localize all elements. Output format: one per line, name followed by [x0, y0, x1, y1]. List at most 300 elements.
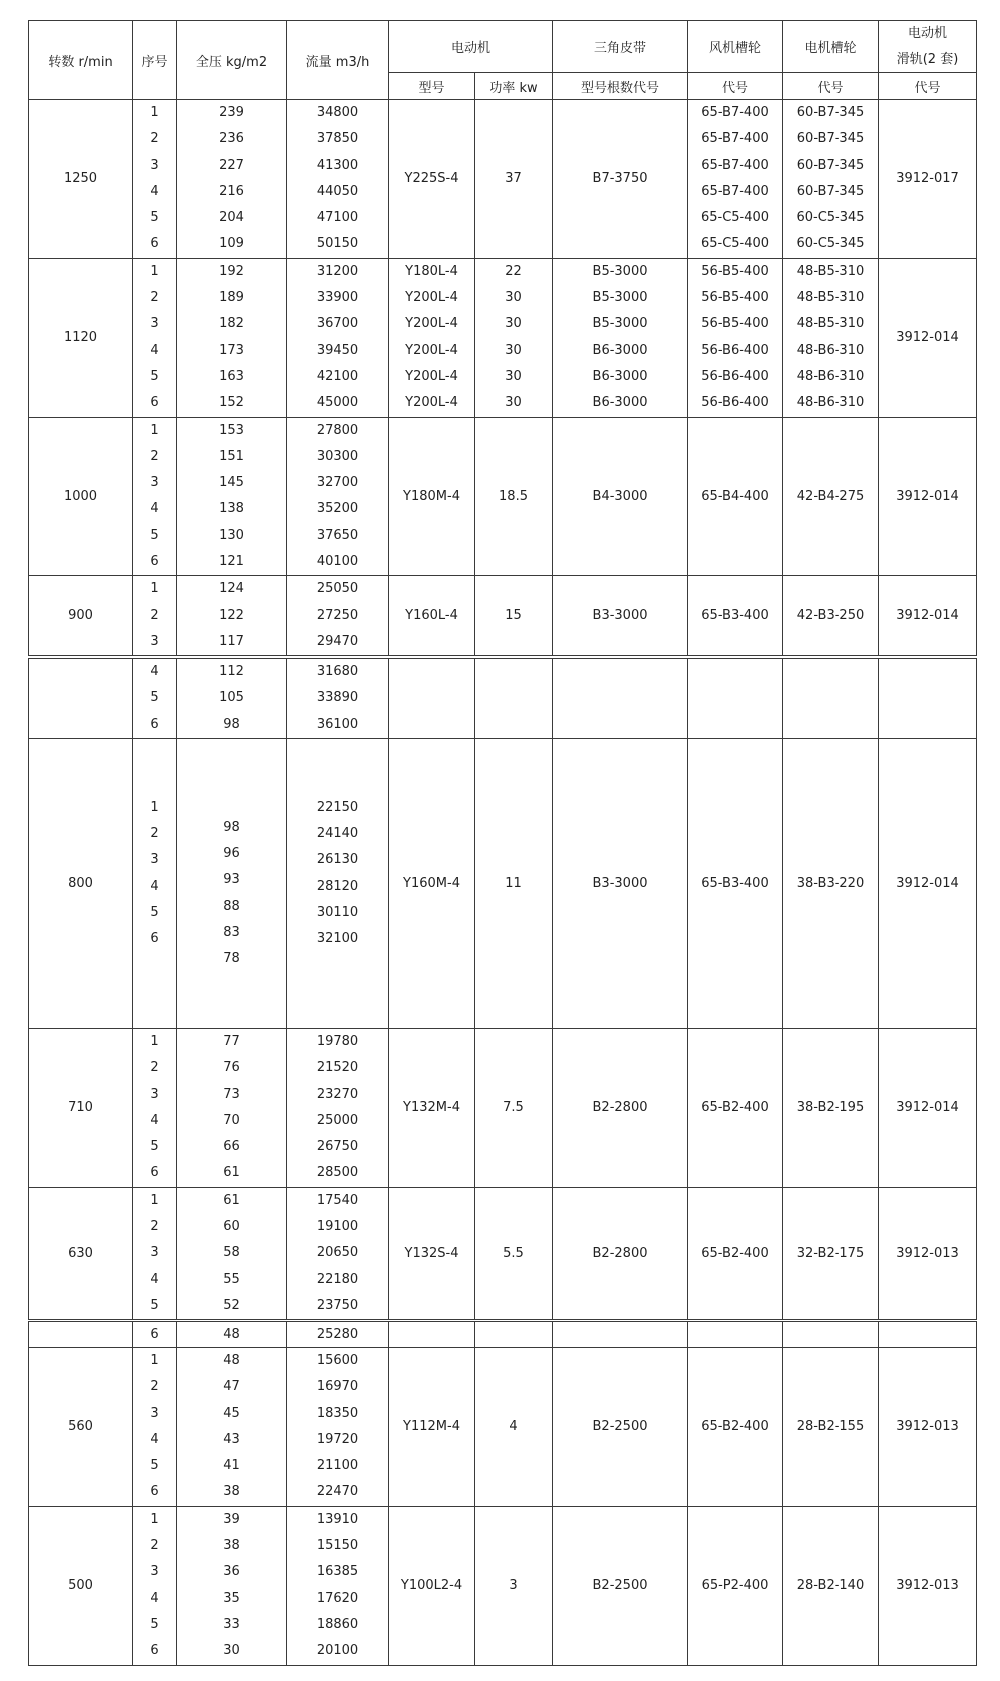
pressure-value: 204	[219, 210, 244, 226]
power-cell: 18.5	[475, 417, 553, 576]
pressure-value: 117	[219, 633, 244, 649]
belt-cell: B3-3000	[553, 739, 688, 1029]
flow-value: 25050	[316, 581, 359, 597]
motor-pulley-cell	[783, 1322, 879, 1348]
section-1120	[29, 258, 977, 417]
flow-value: 27250	[316, 607, 359, 623]
section-500	[29, 1506, 977, 1665]
pressure-list	[177, 1348, 286, 1506]
motor-model-cell: Y180M-4	[389, 417, 475, 576]
seq-value: 3	[150, 852, 159, 868]
motor-pulley-list	[783, 100, 878, 258]
flow-value: 24140	[316, 825, 359, 841]
flow-value: 29470	[316, 633, 359, 649]
pressure-value: 30	[223, 1643, 240, 1659]
pressure-value: 121	[219, 554, 244, 570]
flow-value: 31680	[316, 664, 359, 680]
motor-model-cell: Y112M-4	[389, 1348, 475, 1507]
pressure-value: 77	[223, 1034, 240, 1049]
motor-model-list	[389, 259, 474, 417]
seq-value: 1	[150, 1034, 159, 1049]
flow-value: 18860	[316, 1616, 359, 1632]
power-cell: 5.5	[475, 1187, 553, 1319]
flow-list	[287, 1029, 388, 1187]
pressure-value: 112	[219, 664, 244, 680]
seq-value: 5	[150, 1616, 159, 1632]
seq-value: 6	[150, 1484, 159, 1500]
belt-value: B5-3000	[592, 290, 648, 306]
pressure-value: 70	[223, 1112, 240, 1128]
seq-list	[133, 1188, 176, 1319]
pressure-cell: 48	[177, 1322, 287, 1348]
seq-value: 1	[150, 1511, 159, 1527]
flow-value: 35200	[316, 501, 359, 517]
flow-value: 23270	[316, 1086, 359, 1102]
belt-value: B5-3000	[592, 316, 648, 332]
seq-list	[133, 100, 176, 258]
spec-table-part-1	[28, 20, 977, 656]
belt-value: B6-3000	[592, 395, 648, 411]
motor-model-cell	[389, 1322, 475, 1348]
belt-cell: B2-2500	[553, 1348, 688, 1507]
motor-pulley-cell: 42-B3-250	[783, 576, 879, 656]
seq-value: 6	[150, 1165, 159, 1181]
motor-pulley-value: 48-B5-310	[796, 263, 865, 279]
fan-pulley-value: 65-B7-400	[701, 131, 769, 147]
pressure-value: 48	[223, 1353, 240, 1368]
motor-pulley-cell: 28-B2-140	[783, 1506, 879, 1665]
motor-pulley-value: 60-B7-345	[796, 131, 865, 147]
seq-value: 3	[150, 1564, 159, 1580]
seq-value: 2	[150, 1379, 159, 1395]
seq-value: 6	[150, 236, 159, 252]
flow-list	[287, 259, 388, 417]
flow-value: 22150	[316, 799, 359, 815]
seq-value: 3	[150, 633, 159, 649]
motor-model-cell: Y132S-4	[389, 1187, 475, 1319]
pressure-value: 83	[223, 924, 240, 940]
seq-value: 5	[150, 210, 159, 226]
fan-pulley-cell: 65-B4-400	[688, 417, 783, 576]
seq-value: 1	[150, 1353, 159, 1368]
flow-value: 33890	[316, 690, 359, 706]
seq-value: 3	[150, 1245, 159, 1261]
seq-value: 1	[150, 799, 159, 815]
motor-pulley-cell	[783, 659, 879, 739]
power-cell: 37	[475, 100, 553, 259]
header-flow: 流量 m3/h	[287, 21, 389, 100]
flow-list	[287, 100, 388, 258]
pressure-value: 182	[219, 316, 244, 332]
power-value: 30	[505, 316, 522, 332]
seq-value: 6	[150, 931, 159, 947]
flow-value: 21100	[316, 1458, 359, 1474]
speed-cell: 900	[29, 576, 133, 656]
motor-pulley-value: 60-C5-345	[796, 210, 865, 226]
pressure-list	[177, 1029, 286, 1187]
pressure-value: 47	[223, 1379, 240, 1395]
rail-cell: 3912-013	[879, 1348, 977, 1507]
pressure-value: 239	[219, 105, 244, 120]
flow-value: 17620	[316, 1590, 359, 1606]
pressure-value: 60	[223, 1219, 240, 1235]
flow-value: 34800	[316, 105, 359, 120]
header-motor-pulley: 电机槽轮	[783, 21, 879, 73]
motor-model-cell: Y100L2-4	[389, 1506, 475, 1665]
pressure-value: 78	[223, 951, 240, 967]
seq-value: 1	[150, 105, 159, 120]
flow-value: 36100	[316, 716, 359, 732]
pressure-value: 61	[223, 1165, 240, 1181]
speed-cell: 630	[29, 1187, 133, 1319]
rail-cell: 3912-014	[879, 417, 977, 576]
section-630-continued	[29, 1322, 977, 1348]
power-value: 30	[505, 290, 522, 306]
pressure-list	[177, 659, 286, 738]
seq-value: 5	[150, 1297, 159, 1313]
power-cell	[475, 659, 553, 739]
motor-pulley-cell: 28-B2-155	[783, 1348, 879, 1507]
fan-pulley-value: 56-B6-400	[701, 368, 769, 384]
seq-value: 2	[150, 448, 159, 464]
header-rail-line1: 电动机	[908, 25, 948, 41]
power-value: 30	[505, 395, 522, 411]
flow-value: 21520	[316, 1060, 359, 1076]
fan-pulley-cell: 65-P2-400	[688, 1506, 783, 1665]
seq-list	[133, 795, 176, 953]
pressure-list	[177, 1507, 286, 1665]
flow-value: 28120	[316, 878, 359, 894]
fan-pulley-list	[688, 259, 782, 417]
rail-cell: 3912-017	[879, 100, 977, 259]
motor-pulley-list	[783, 259, 878, 417]
flow-value: 25000	[316, 1112, 359, 1128]
section-1250	[29, 100, 977, 259]
belt-cell	[553, 1322, 688, 1348]
belt-list	[553, 259, 687, 417]
seq-value: 4	[150, 1590, 159, 1606]
pressure-value: 130	[219, 527, 244, 543]
flow-value: 40100	[316, 554, 359, 570]
pressure-value: 109	[219, 236, 244, 252]
power-value: 30	[505, 368, 522, 384]
flow-value: 27800	[316, 422, 359, 438]
pressure-value: 39	[223, 1511, 240, 1527]
pressure-value: 52	[223, 1297, 240, 1313]
flow-value: 28500	[316, 1165, 359, 1181]
seq-value: 4	[150, 501, 159, 517]
flow-value: 47100	[316, 210, 359, 226]
seq-list	[133, 576, 176, 655]
flow-list	[287, 1348, 388, 1506]
pressure-value: 151	[219, 448, 244, 464]
belt-cell: B7-3750	[553, 100, 688, 259]
motor-pulley-cell: 38-B2-195	[783, 1029, 879, 1188]
motor-model-value: Y200L-4	[405, 342, 458, 358]
seq-value: 5	[150, 690, 159, 706]
rail-cell: 3912-014	[879, 258, 977, 417]
seq-value: 4	[150, 342, 159, 358]
flow-value: 39450	[316, 342, 359, 358]
flow-value: 19720	[316, 1431, 359, 1447]
fan-pulley-value: 56-B5-400	[701, 263, 769, 279]
power-cell: 3	[475, 1506, 553, 1665]
flow-value: 30300	[316, 448, 359, 464]
spec-table-part-3	[28, 1321, 977, 1666]
flow-value: 19100	[316, 1219, 359, 1235]
pressure-value: 173	[219, 342, 244, 358]
motor-model-value: Y200L-4	[405, 368, 458, 384]
header-motor-power: 功率 kw	[475, 73, 553, 100]
pressure-list	[177, 418, 286, 576]
speed-cell: 710	[29, 1029, 133, 1188]
pressure-list	[177, 259, 286, 417]
fan-pulley-value: 65-B7-400	[701, 105, 769, 120]
section-800	[29, 739, 977, 1029]
pressure-value: 98	[223, 716, 240, 732]
power-cell: 11	[475, 739, 553, 1029]
seq-value: 5	[150, 527, 159, 543]
motor-pulley-value: 60-B7-345	[796, 183, 865, 199]
flow-value: 32700	[316, 475, 359, 491]
fan-pulley-cell: 65-B3-400	[688, 576, 783, 656]
header-fan-pulley-sub: 代号	[688, 73, 783, 100]
motor-pulley-cell: 42-B4-275	[783, 417, 879, 576]
speed-cell: 500	[29, 1506, 133, 1665]
pressure-value: 45	[223, 1405, 240, 1421]
seq-value: 2	[150, 290, 159, 306]
seq-value: 2	[150, 1538, 159, 1554]
flow-cell: 25280	[287, 1322, 389, 1348]
motor-model-value: Y200L-4	[405, 395, 458, 411]
motor-pulley-cell: 32-B2-175	[783, 1187, 879, 1319]
pressure-value: 189	[219, 290, 244, 306]
seq-value: 2	[150, 1219, 159, 1235]
flow-value: 18350	[316, 1405, 359, 1421]
belt-value: B6-3000	[592, 342, 648, 358]
seq-list	[133, 1348, 176, 1506]
power-cell: 7.5	[475, 1029, 553, 1188]
flow-value: 41300	[316, 157, 359, 173]
motor-pulley-value: 48-B6-310	[796, 395, 865, 411]
power-value: 30	[505, 342, 522, 358]
seq-value: 1	[150, 263, 159, 279]
belt-value: B6-3000	[592, 368, 648, 384]
pressure-value: 43	[223, 1431, 240, 1447]
header-pressure: 全压 kg/m2	[177, 21, 287, 100]
flow-value: 31200	[316, 263, 359, 279]
header-motor-model: 型号	[389, 73, 475, 100]
seq-value: 4	[150, 1431, 159, 1447]
motor-model-cell: Y160L-4	[389, 576, 475, 656]
pressure-value: 153	[219, 422, 244, 438]
pressure-list	[177, 576, 286, 655]
belt-value: B5-3000	[592, 263, 648, 279]
motor-pulley-value: 60-B7-345	[796, 105, 865, 120]
seq-value: 6	[150, 554, 159, 570]
seq-value: 6	[150, 395, 159, 411]
belt-cell	[553, 659, 688, 739]
pressure-value: 38	[223, 1538, 240, 1554]
flow-value: 36700	[316, 316, 359, 332]
speed-cell: 1120	[29, 258, 133, 417]
power-list	[475, 259, 552, 417]
header-seq: 序号	[133, 21, 177, 100]
rail-cell	[879, 1322, 977, 1348]
motor-model-value: Y200L-4	[405, 316, 458, 332]
section-710	[29, 1029, 977, 1188]
fan-pulley-value: 65-C5-400	[700, 236, 770, 252]
header-belt-sub: 型号根数代号	[553, 73, 688, 100]
motor-pulley-value: 60-C5-345	[796, 236, 865, 252]
speed-cell	[29, 1322, 133, 1348]
seq-cell: 6	[133, 1322, 177, 1348]
pressure-value: 93	[223, 872, 240, 888]
flow-list	[287, 1507, 388, 1665]
seq-value: 2	[150, 131, 159, 147]
motor-pulley-value: 48-B6-310	[796, 368, 865, 384]
flow-value: 20100	[316, 1643, 359, 1659]
flow-value: 32100	[316, 931, 359, 947]
seq-value: 5	[150, 904, 159, 920]
flow-value: 20650	[316, 1245, 359, 1261]
belt-cell: B4-3000	[553, 417, 688, 576]
section-900	[29, 576, 977, 656]
pressure-value: 236	[219, 131, 244, 147]
flow-value: 19780	[316, 1034, 359, 1049]
pressure-value: 122	[219, 607, 244, 623]
fan-pulley-list	[688, 100, 782, 258]
fan-pulley-cell: 65-B2-400	[688, 1187, 783, 1319]
pressure-value: 36	[223, 1564, 240, 1580]
flow-value: 37650	[316, 527, 359, 543]
flow-value: 45000	[316, 395, 359, 411]
rail-cell: 3912-014	[879, 1029, 977, 1188]
motor-model-cell: Y160M-4	[389, 739, 475, 1029]
fan-pulley-cell: 65-B2-400	[688, 1029, 783, 1188]
header-fan-pulley: 风机槽轮	[688, 21, 783, 73]
fan-pulley-value: 65-C5-400	[700, 210, 770, 226]
seq-value: 4	[150, 664, 159, 680]
seq-value: 4	[150, 1271, 159, 1287]
fan-pulley-value: 56-B6-400	[701, 342, 769, 358]
speed-cell: 800	[29, 739, 133, 1029]
seq-value: 4	[150, 183, 159, 199]
header-speed: 转数 r/min	[29, 21, 133, 100]
flow-value: 30110	[316, 904, 359, 920]
section-630	[29, 1187, 977, 1319]
pressure-value: 216	[219, 183, 244, 199]
pressure-value: 41	[223, 1458, 240, 1474]
rail-cell: 3912-014	[879, 739, 977, 1029]
flow-value: 44050	[316, 183, 359, 199]
fan-pulley-cell	[688, 1322, 783, 1348]
pressure-value: 163	[219, 368, 244, 384]
header-motor-pulley-sub: 代号	[783, 73, 879, 100]
seq-value: 1	[150, 422, 159, 438]
power-cell: 15	[475, 576, 553, 656]
flow-value: 26130	[316, 852, 359, 868]
power-cell: 4	[475, 1348, 553, 1507]
pressure-value: 138	[219, 501, 244, 517]
pressure-value: 76	[223, 1060, 240, 1076]
motor-model-value: Y200L-4	[405, 290, 458, 306]
rail-cell	[879, 659, 977, 739]
seq-list	[133, 1507, 176, 1665]
flow-value: 22470	[316, 1484, 359, 1500]
flow-value: 50150	[316, 236, 359, 252]
flow-value: 15600	[316, 1353, 359, 1368]
seq-value: 4	[150, 878, 159, 894]
flow-value: 23750	[316, 1297, 359, 1313]
seq-value: 5	[150, 1139, 159, 1155]
flow-value: 13910	[316, 1511, 359, 1527]
rail-cell: 3912-013	[879, 1187, 977, 1319]
flow-value: 26750	[316, 1139, 359, 1155]
motor-model-value: Y180L-4	[405, 263, 458, 279]
section-900-continued	[29, 659, 977, 739]
flow-value: 33900	[316, 290, 359, 306]
seq-value: 6	[150, 716, 159, 732]
pressure-value: 88	[223, 898, 240, 914]
motor-pulley-cell: 38-B3-220	[783, 739, 879, 1029]
seq-value: 4	[150, 1112, 159, 1128]
speed-cell: 560	[29, 1348, 133, 1507]
motor-pulley-value: 48-B6-310	[796, 342, 865, 358]
speed-cell: 1000	[29, 417, 133, 576]
speed-cell: 1250	[29, 100, 133, 259]
flow-value: 16385	[316, 1564, 359, 1580]
motor-model-cell: Y132M-4	[389, 1029, 475, 1188]
flow-value: 16970	[316, 1379, 359, 1395]
belt-cell: B2-2800	[553, 1029, 688, 1188]
seq-value: 3	[150, 1086, 159, 1102]
fan-pulley-value: 65-B7-400	[701, 183, 769, 199]
seq-list	[133, 1029, 176, 1187]
fan-pulley-value: 56-B5-400	[701, 316, 769, 332]
seq-value: 3	[150, 157, 159, 173]
pressure-list	[177, 1188, 286, 1319]
flow-value: 22180	[316, 1271, 359, 1287]
seq-value: 5	[150, 1458, 159, 1474]
header-rail	[879, 21, 977, 73]
flow-list	[287, 659, 388, 738]
header-motor: 电动机	[389, 21, 553, 73]
pressure-list	[177, 100, 286, 258]
belt-cell: B3-3000	[553, 576, 688, 656]
pressure-value: 35	[223, 1590, 240, 1606]
fan-pulley-cell: 65-B3-400	[688, 739, 783, 1029]
pressure-value: 38	[223, 1484, 240, 1500]
pressure-value: 33	[223, 1616, 240, 1632]
pressure-value: 145	[219, 475, 244, 491]
flow-value: 42100	[316, 368, 359, 384]
pressure-value: 96	[223, 845, 240, 861]
pressure-value: 58	[223, 1245, 240, 1261]
rail-cell: 3912-014	[879, 576, 977, 656]
flow-value: 15150	[316, 1538, 359, 1554]
seq-value: 1	[150, 1192, 159, 1208]
seq-value: 3	[150, 475, 159, 491]
fan-pulley-cell	[688, 659, 783, 739]
motor-pulley-value: 48-B5-310	[796, 316, 865, 332]
motor-pulley-value: 60-B7-345	[796, 157, 865, 173]
header-belt: 三角皮带	[553, 21, 688, 73]
pressure-value: 66	[223, 1139, 240, 1155]
flow-list	[287, 576, 388, 655]
pressure-value: 227	[219, 157, 244, 173]
power-value: 22	[505, 263, 522, 279]
